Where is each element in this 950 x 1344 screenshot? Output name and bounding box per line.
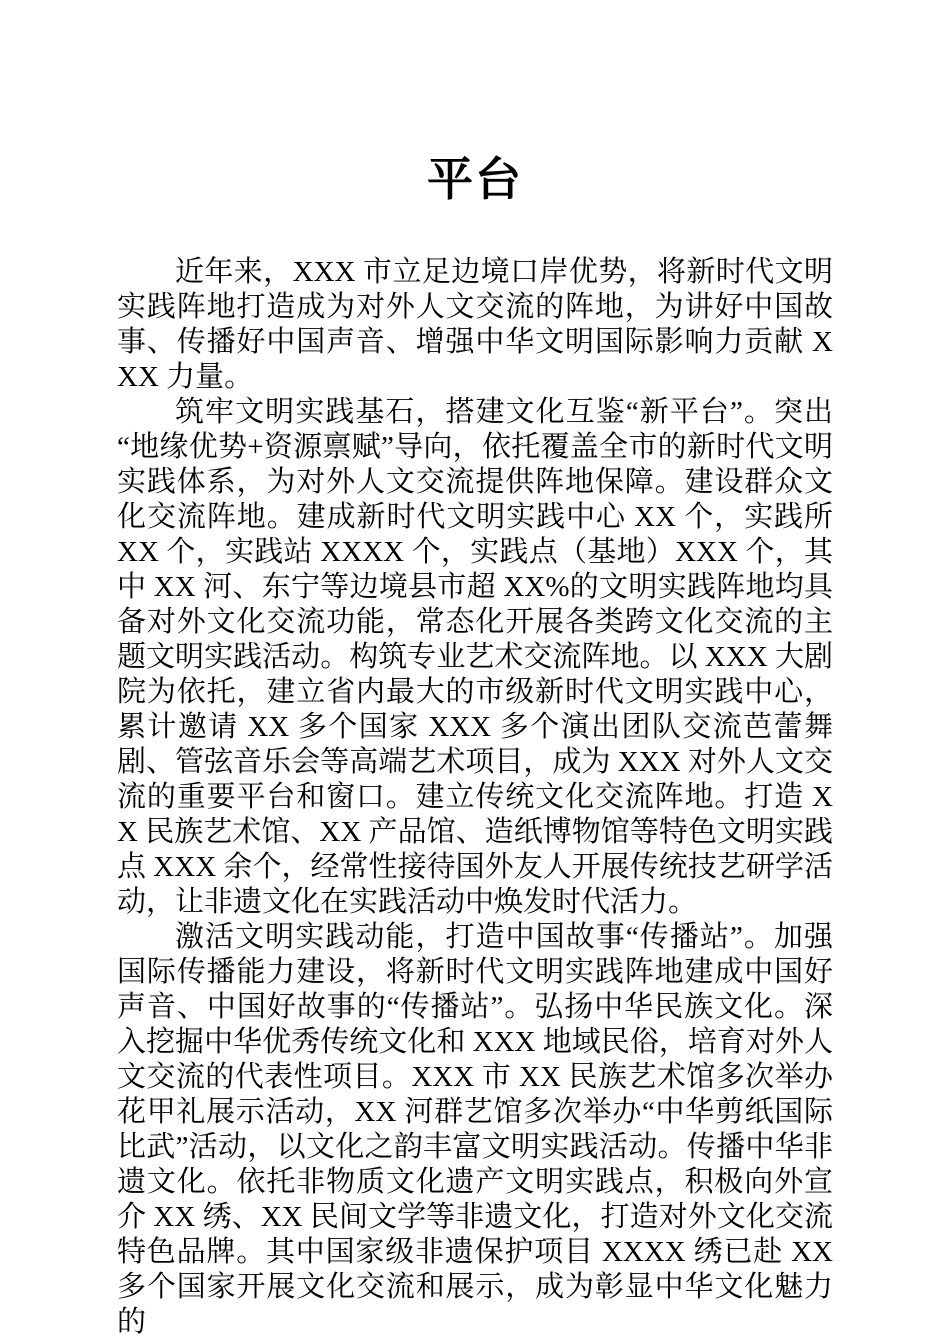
paragraph-intro: 近年来，XXX 市立足边境口岸优势，将新时代文明实践阵地打造成为对外人文交流的阵地，为讲好中国故事、传播好中国声音、增强中华文明国际影响力贡献 XXX 力量。 bbox=[117, 256, 833, 393]
paragraph-activation: 激活文明实践动能，打造中国故事“传播站”。加强国际传播能力建设，将新时代文明实践阵地建成中国好声音、中国好故事的“传播站”。弘扬中华民族文化。深入挖掘中华优秀传统文化和 XXX 地域民俗，培育对外人文交流的代表性项目。XXX 市 XX 民族艺术馆多次举办花甲礼展示活动，XX 河群艺馆多次举办“中华剪纸国际比武”活动，以文化之韵丰富文明实践活动。传播中华非遗文化。依托非物质文化遗产文明实践点，积极向外宣介 XX 绣、XX 民间文学等非遗文化，打造对外文化交流特色品牌。其中国家级非遗保护项目 XXXX 绣已赴 XX 多个国家开展文化交流和展示，成为彰显中华文化魅力的 bbox=[117, 921, 833, 1338]
document-title: 平台 bbox=[427, 154, 523, 205]
paragraph-foundation: 筑牢文明实践基石，搭建文化互鉴“新平台”。突出“地缘优势+资源禀赋”导向，依托覆盖全市的新时代文明实践体系，为对外人文交流提供阵地保障。建设群众文化交流阵地。建成新时代文明实践中心 XX 个，实践所 XX 个，实践站 XXXX 个，实践点（基地）XXX 个，其中 XX 河、东宁等边境县市超 XX%的文明实践阵地均具备对外文化交流功能，常态化开展各类跨文化交流的主题文明实践活动。构筑专业艺术交流阵地。以 XXX 大剧院为依托，建立省内最大的市级新时代文明实践中心，累计邀请 XX 多个国家 XXX 多个演出团队交流芭蕾舞剧、管弦音乐会等高端艺术项目，成为 XXX 对外人文交流的重要平台和窗口。建立传统文化交流阵地。打造 XX 民族艺术馆、XX 产品馆、造纸博物馆等特色文明实践点 XXX 余个，经常性接待国外友人开展传统技艺研学活动，让非遗文化在实践活动中焕发时代活力。 bbox=[117, 396, 833, 918]
